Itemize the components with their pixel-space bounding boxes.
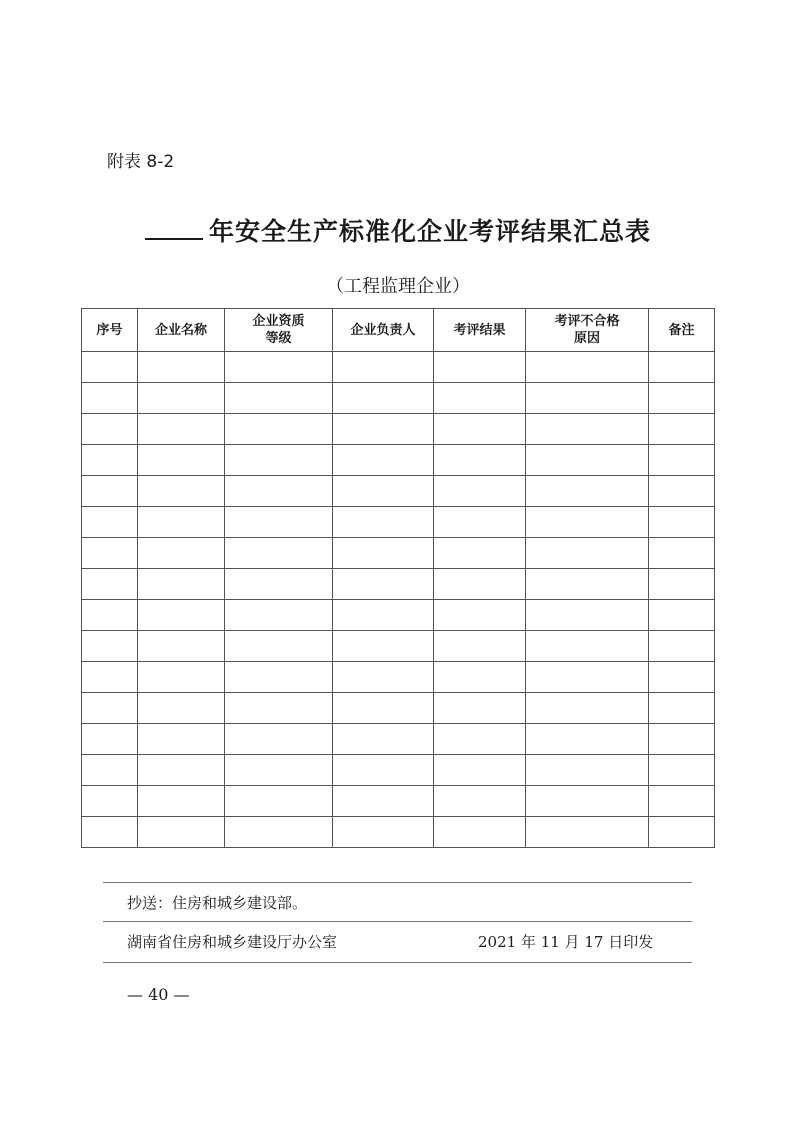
header-evaluation-result: 考评结果: [434, 309, 526, 352]
table-row: [82, 383, 715, 414]
table-cell: [649, 755, 715, 786]
table-cell: [138, 600, 225, 631]
table-row: [82, 352, 715, 383]
table-cell: [138, 755, 225, 786]
attachment-label: 附表 8-2: [107, 152, 175, 172]
table-cell: [225, 786, 333, 817]
table-cell: [225, 383, 333, 414]
table-row: [82, 507, 715, 538]
issuer: 湖南省住房和城乡建设厅办公室: [127, 933, 338, 951]
table-cell: [434, 507, 526, 538]
table-row: [82, 631, 715, 662]
table-cell: [434, 538, 526, 569]
table-cell: [225, 693, 333, 724]
table-cell: [333, 631, 434, 662]
table-cell: [138, 445, 225, 476]
table-row: [82, 414, 715, 445]
table-cell: [333, 383, 434, 414]
table-cell: [526, 507, 649, 538]
document-subtitle: （工程监理企业）: [326, 276, 470, 297]
header-company-name: 企业名称: [138, 309, 225, 352]
year-blank-line: [145, 218, 203, 240]
table-cell: [333, 445, 434, 476]
table-cell: [138, 817, 225, 848]
table-cell: [138, 724, 225, 755]
table-cell: [526, 600, 649, 631]
table-cell: [434, 755, 526, 786]
table-cell: [82, 662, 138, 693]
title-block: [0, 212, 796, 248]
table-cell: [82, 569, 138, 600]
table-cell: [225, 600, 333, 631]
table-cell: [333, 693, 434, 724]
table-cell: [526, 693, 649, 724]
table-cell: [333, 817, 434, 848]
footer-divider: [103, 882, 692, 883]
cc-line: 抄送：住房和城乡建设部。: [127, 894, 308, 912]
table-cell: [526, 786, 649, 817]
table-cell: [82, 476, 138, 507]
table-cell: [649, 414, 715, 445]
table-cell: [138, 786, 225, 817]
header-index: 序号: [82, 309, 138, 352]
table-cell: [526, 445, 649, 476]
table-cell: [333, 507, 434, 538]
table-cell: [225, 631, 333, 662]
table-cell: [138, 631, 225, 662]
table-cell: [434, 569, 526, 600]
table-cell: [526, 476, 649, 507]
table-cell: [434, 352, 526, 383]
page-number: — 40 —: [127, 985, 190, 1004]
table-cell: [649, 383, 715, 414]
table-header-row: [82, 309, 715, 352]
table-row: [82, 755, 715, 786]
table-cell: [649, 662, 715, 693]
table-cell: [82, 352, 138, 383]
table-cell: [225, 662, 333, 693]
table-cell: [649, 445, 715, 476]
table-row: [82, 817, 715, 848]
table-cell: [526, 662, 649, 693]
table-row: [82, 600, 715, 631]
table-cell: [333, 538, 434, 569]
table-cell: [333, 476, 434, 507]
table-body: [82, 352, 715, 848]
table-cell: [526, 569, 649, 600]
table-cell: [526, 817, 649, 848]
table-row: [82, 786, 715, 817]
table-cell: [82, 383, 138, 414]
table-cell: [225, 538, 333, 569]
table-cell: [138, 569, 225, 600]
table-cell: [434, 724, 526, 755]
table-cell: [649, 352, 715, 383]
header-remarks: 备注: [649, 309, 715, 352]
table-cell: [333, 786, 434, 817]
issue-date: 2021 年 11 月 17 日印发: [478, 933, 654, 951]
results-summary-table: [81, 308, 715, 848]
table-cell: [649, 538, 715, 569]
table-cell: [225, 755, 333, 786]
table-row: [82, 445, 715, 476]
table-cell: [649, 600, 715, 631]
table-cell: [649, 693, 715, 724]
table-row: [82, 476, 715, 507]
table-cell: [434, 600, 526, 631]
table-cell: [138, 476, 225, 507]
table-cell: [649, 631, 715, 662]
footer-divider: [103, 962, 692, 963]
table-row: [82, 662, 715, 693]
table-cell: [82, 755, 138, 786]
table-cell: [434, 383, 526, 414]
table-cell: [526, 414, 649, 445]
table-cell: [225, 476, 333, 507]
table-cell: [526, 352, 649, 383]
table-cell: [333, 662, 434, 693]
table-cell: [82, 414, 138, 445]
table-cell: [82, 786, 138, 817]
table-cell: [138, 538, 225, 569]
table-cell: [138, 693, 225, 724]
table-cell: [649, 507, 715, 538]
table-row: [82, 693, 715, 724]
table-cell: [434, 693, 526, 724]
table-cell: [333, 569, 434, 600]
table-row: [82, 724, 715, 755]
table-cell: [138, 414, 225, 445]
table-cell: [333, 414, 434, 445]
table-cell: [649, 817, 715, 848]
header-qualification-grade: 企业资质 等级: [225, 309, 333, 352]
table-cell: [225, 724, 333, 755]
table-cell: [649, 569, 715, 600]
table-cell: [333, 600, 434, 631]
table-cell: [138, 662, 225, 693]
table-cell: [649, 724, 715, 755]
table-cell: [526, 383, 649, 414]
table-cell: [225, 445, 333, 476]
table-cell: [138, 352, 225, 383]
table-cell: [82, 445, 138, 476]
table-cell: [82, 724, 138, 755]
table-cell: [225, 414, 333, 445]
table-cell: [333, 352, 434, 383]
table-cell: [225, 817, 333, 848]
footer-divider: [103, 921, 692, 922]
table-cell: [434, 786, 526, 817]
table-cell: [434, 445, 526, 476]
table-cell: [333, 724, 434, 755]
table-cell: [526, 755, 649, 786]
table-cell: [138, 383, 225, 414]
table-cell: [434, 414, 526, 445]
table-cell: [333, 755, 434, 786]
table-cell: [225, 569, 333, 600]
table-row: [82, 569, 715, 600]
header-failure-reason: 考评不合格 原因: [526, 309, 649, 352]
table-cell: [82, 693, 138, 724]
table-cell: [82, 600, 138, 631]
header-company-head: 企业负责人: [333, 309, 434, 352]
table-cell: [526, 724, 649, 755]
table-cell: [138, 507, 225, 538]
table-cell: [649, 476, 715, 507]
table-cell: [649, 786, 715, 817]
table-row: [82, 538, 715, 569]
table-cell: [82, 631, 138, 662]
table-cell: [434, 662, 526, 693]
table-cell: [434, 476, 526, 507]
table-cell: [434, 817, 526, 848]
table-cell: [82, 507, 138, 538]
table-cell: [82, 538, 138, 569]
table-cell: [526, 538, 649, 569]
table-cell: [526, 631, 649, 662]
table-cell: [434, 631, 526, 662]
table-cell: [225, 507, 333, 538]
table-cell: [225, 352, 333, 383]
document-title: 年安全生产标准化企业考评结果汇总表: [208, 217, 651, 246]
table-cell: [82, 817, 138, 848]
